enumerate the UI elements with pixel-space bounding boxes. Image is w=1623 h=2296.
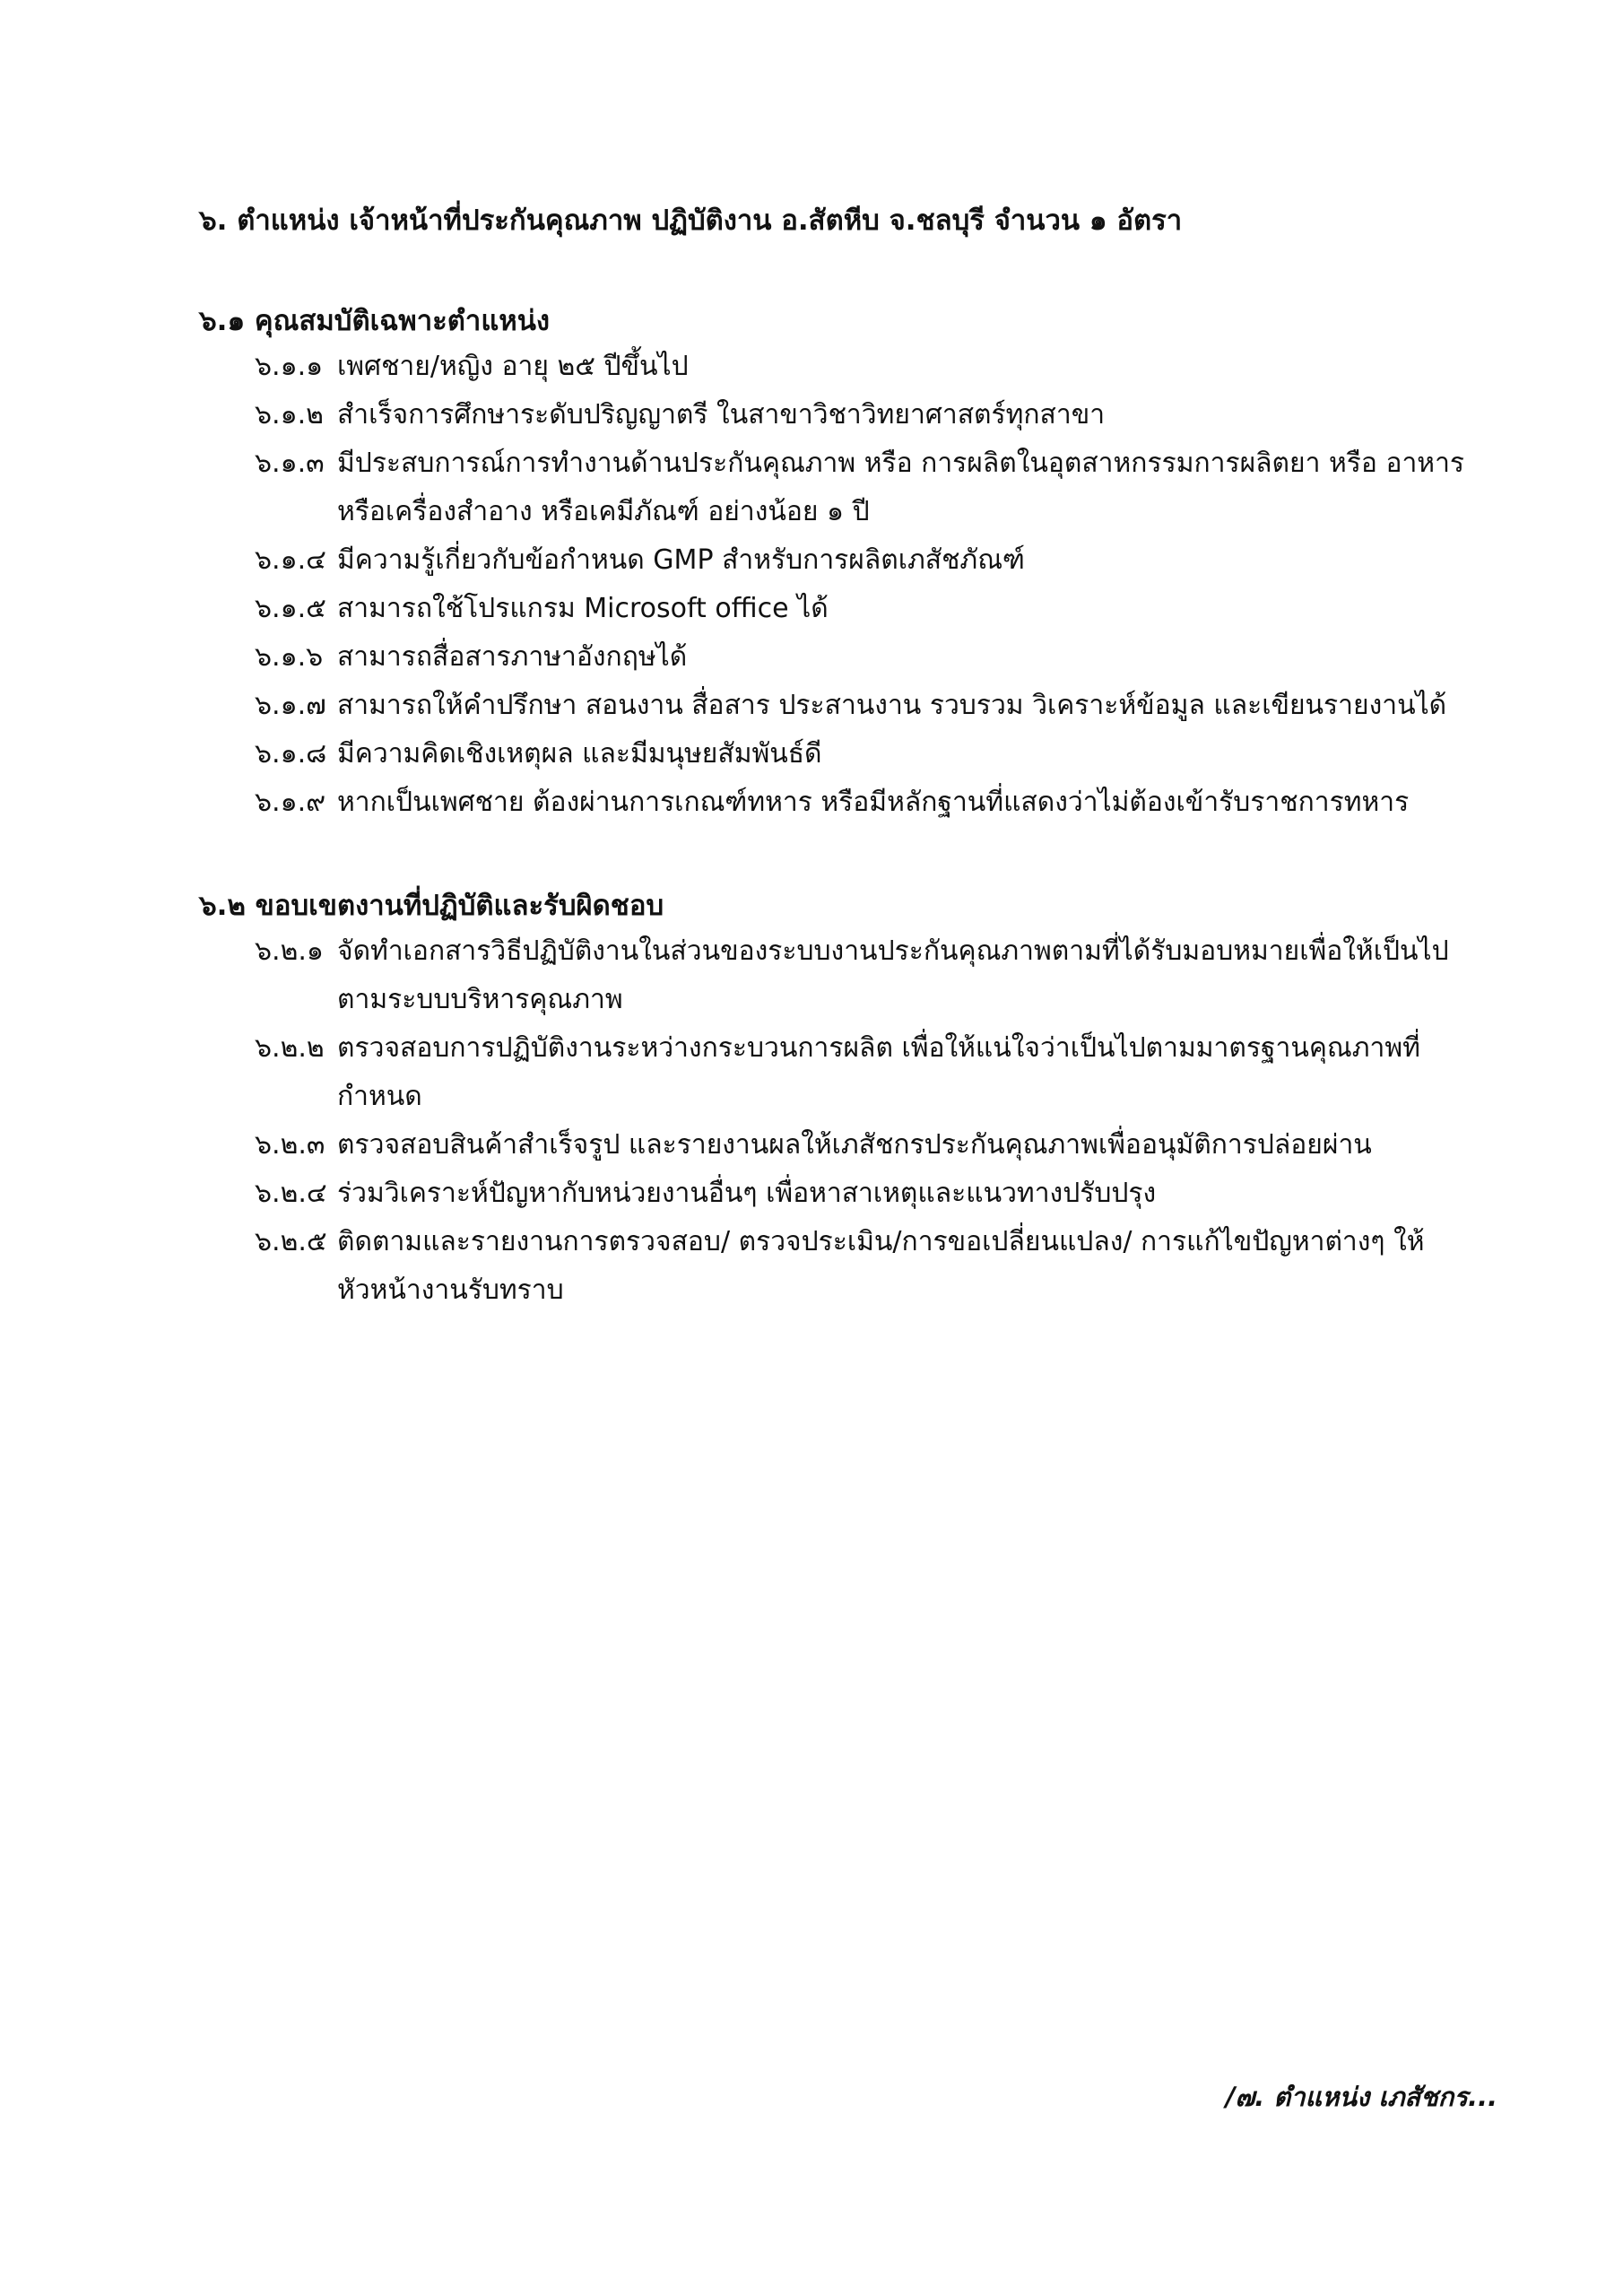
item-number: ๖.๒.๕ [255,1226,327,1257]
list-item [199,1218,1526,1315]
item-line: สามารถสื่อสารภาษาอังกฤษได้ [337,641,688,673]
section-heading-responsibilities: ๖.๒ ขอบเขตงานที่ปฏิบัติและรับผิดชอบ [199,890,664,922]
item-text [328,927,1526,1024]
list-item [199,343,1526,391]
item-line: หากเป็นเพศชาย ต้องผ่านการเกณฑ์ทหาร หรือมีหลักฐานที่แสดงว่าไม่ต้องเข้ารับราชการทหาร [337,787,1410,818]
item-continuation-line: หัวหน้างานรับทราบ [337,1274,564,1306]
item-continuation-line: หรือเครื่องสำอาง หรือเคมีภัณฑ์ อย่างน้อย ๑ ปี [337,496,870,527]
item-number: ๖.๑.๓ [255,448,325,479]
list-item [199,536,1526,585]
list-item [199,778,1526,827]
item-text [328,1121,1526,1170]
list-item [199,730,1526,778]
item-line: ร่วมวิเคราะห์ปัญหากับหน่วยงานอื่นๆ เพื่อหาสาเหตุและแนวทางปรับปรุง [337,1178,1157,1209]
item-line: ติดตามและรายงานการตรวจสอบ/ ตรวจประเมิน/การขอเปลี่ยนแปลง/ การแก้ไขปัญหาต่างๆ ให้ [337,1226,1425,1257]
item-continuation-line: ตามระบบบริหารคุณภาพ [337,984,623,1015]
item-text [328,633,1526,682]
list-item [199,1170,1526,1218]
item-text [328,391,1526,439]
list-item [199,633,1526,682]
item-line: สามารถใช้โปรแกรม Microsoft office ได้ [337,593,829,624]
item-number: ๖.๒.๔ [255,1178,327,1209]
item-line: มีความรู้เกี่ยวกับข้อกำหนด GMP สำหรับการผลิตเภสัชภัณฑ์ [337,544,1025,576]
item-text [328,439,1526,536]
list-item [199,439,1526,536]
item-line: จัดทำเอกสารวิธีปฏิบัติงานในส่วนของระบบงานประกันคุณภาพตามที่ได้รับมอบหมายเพื่อให้เป็นไป [337,935,1449,967]
item-text [328,1024,1526,1121]
item-number: ๖.๑.๒ [255,399,324,430]
footer-continuation-note: /๗. ตำแหน่ง เภสัชกร... [1225,2082,1497,2112]
document-title: ๖. ตำแหน่ง เจ้าหน้าที่ประกันคุณภาพ ปฏิบัติงาน อ.สัตหีบ จ.ชลบุรี จำนวน ๑ อัตรา [199,204,1183,237]
list-item [199,682,1526,730]
list-item [199,1024,1526,1121]
item-number: ๖.๒.๑ [255,935,324,967]
item-text [328,682,1526,730]
item-number: ๖.๑.๙ [255,787,326,818]
item-number: ๖.๒.๒ [255,1032,325,1064]
item-continuation-line: กำหนด [337,1081,422,1112]
item-line: ตรวจสอบสินค้าสำเร็จรูป และรายงานผลให้เภสัชกรประกันคุณภาพเพื่ออนุมัติการปล่อยผ่าน [337,1129,1372,1161]
list-item [199,927,1526,1024]
section-heading-qualifications: ๖.๑ คุณสมบัติเฉพาะตำแหน่ง [199,305,551,337]
item-line: สามารถให้คำปรึกษา สอนงาน สื่อสาร ประสานงาน รวบรวม วิเคราะห์ข้อมูล และเขียนรายงานได้ [337,690,1447,721]
item-text [328,778,1526,827]
responsibilities-list [199,927,1526,1315]
item-text [328,1170,1526,1218]
item-line: เพศชาย/หญิง อายุ ๒๕ ปีขึ้นไป [337,351,689,382]
item-text [328,585,1526,633]
item-number: ๖.๑.๗ [255,690,326,721]
qualifications-list [199,343,1526,827]
item-text [328,536,1526,585]
item-number: ๖.๑.๕ [255,593,326,624]
item-number: ๖.๑.๑ [255,351,324,382]
item-text [328,730,1526,778]
list-item [199,391,1526,439]
item-line: มีความคิดเชิงเหตุผล และมีมนุษยสัมพันธ์ดี [337,738,822,770]
list-item [199,1121,1526,1170]
item-number: ๖.๑.๖ [255,641,324,673]
item-text [328,1218,1526,1315]
item-number: ๖.๑.๘ [255,738,327,770]
item-number: ๖.๑.๔ [255,544,326,576]
item-line: มีประสบการณ์การทำงานด้านประกันคุณภาพ หรือ การผลิตในอุตสาหกรรมการผลิตยา หรือ อาหาร [337,448,1465,479]
list-item [199,585,1526,633]
item-text [328,343,1526,391]
item-number: ๖.๒.๓ [255,1129,325,1161]
item-line: สำเร็จการศึกษาระดับปริญญาตรี ในสาขาวิชาวิทยาศาสตร์ทุกสาขา [337,399,1106,430]
item-line: ตรวจสอบการปฏิบัติงานระหว่างกระบวนการผลิต เพื่อให้แน่ใจว่าเป็นไปตามมาตรฐานคุณภาพที่ [337,1032,1420,1064]
